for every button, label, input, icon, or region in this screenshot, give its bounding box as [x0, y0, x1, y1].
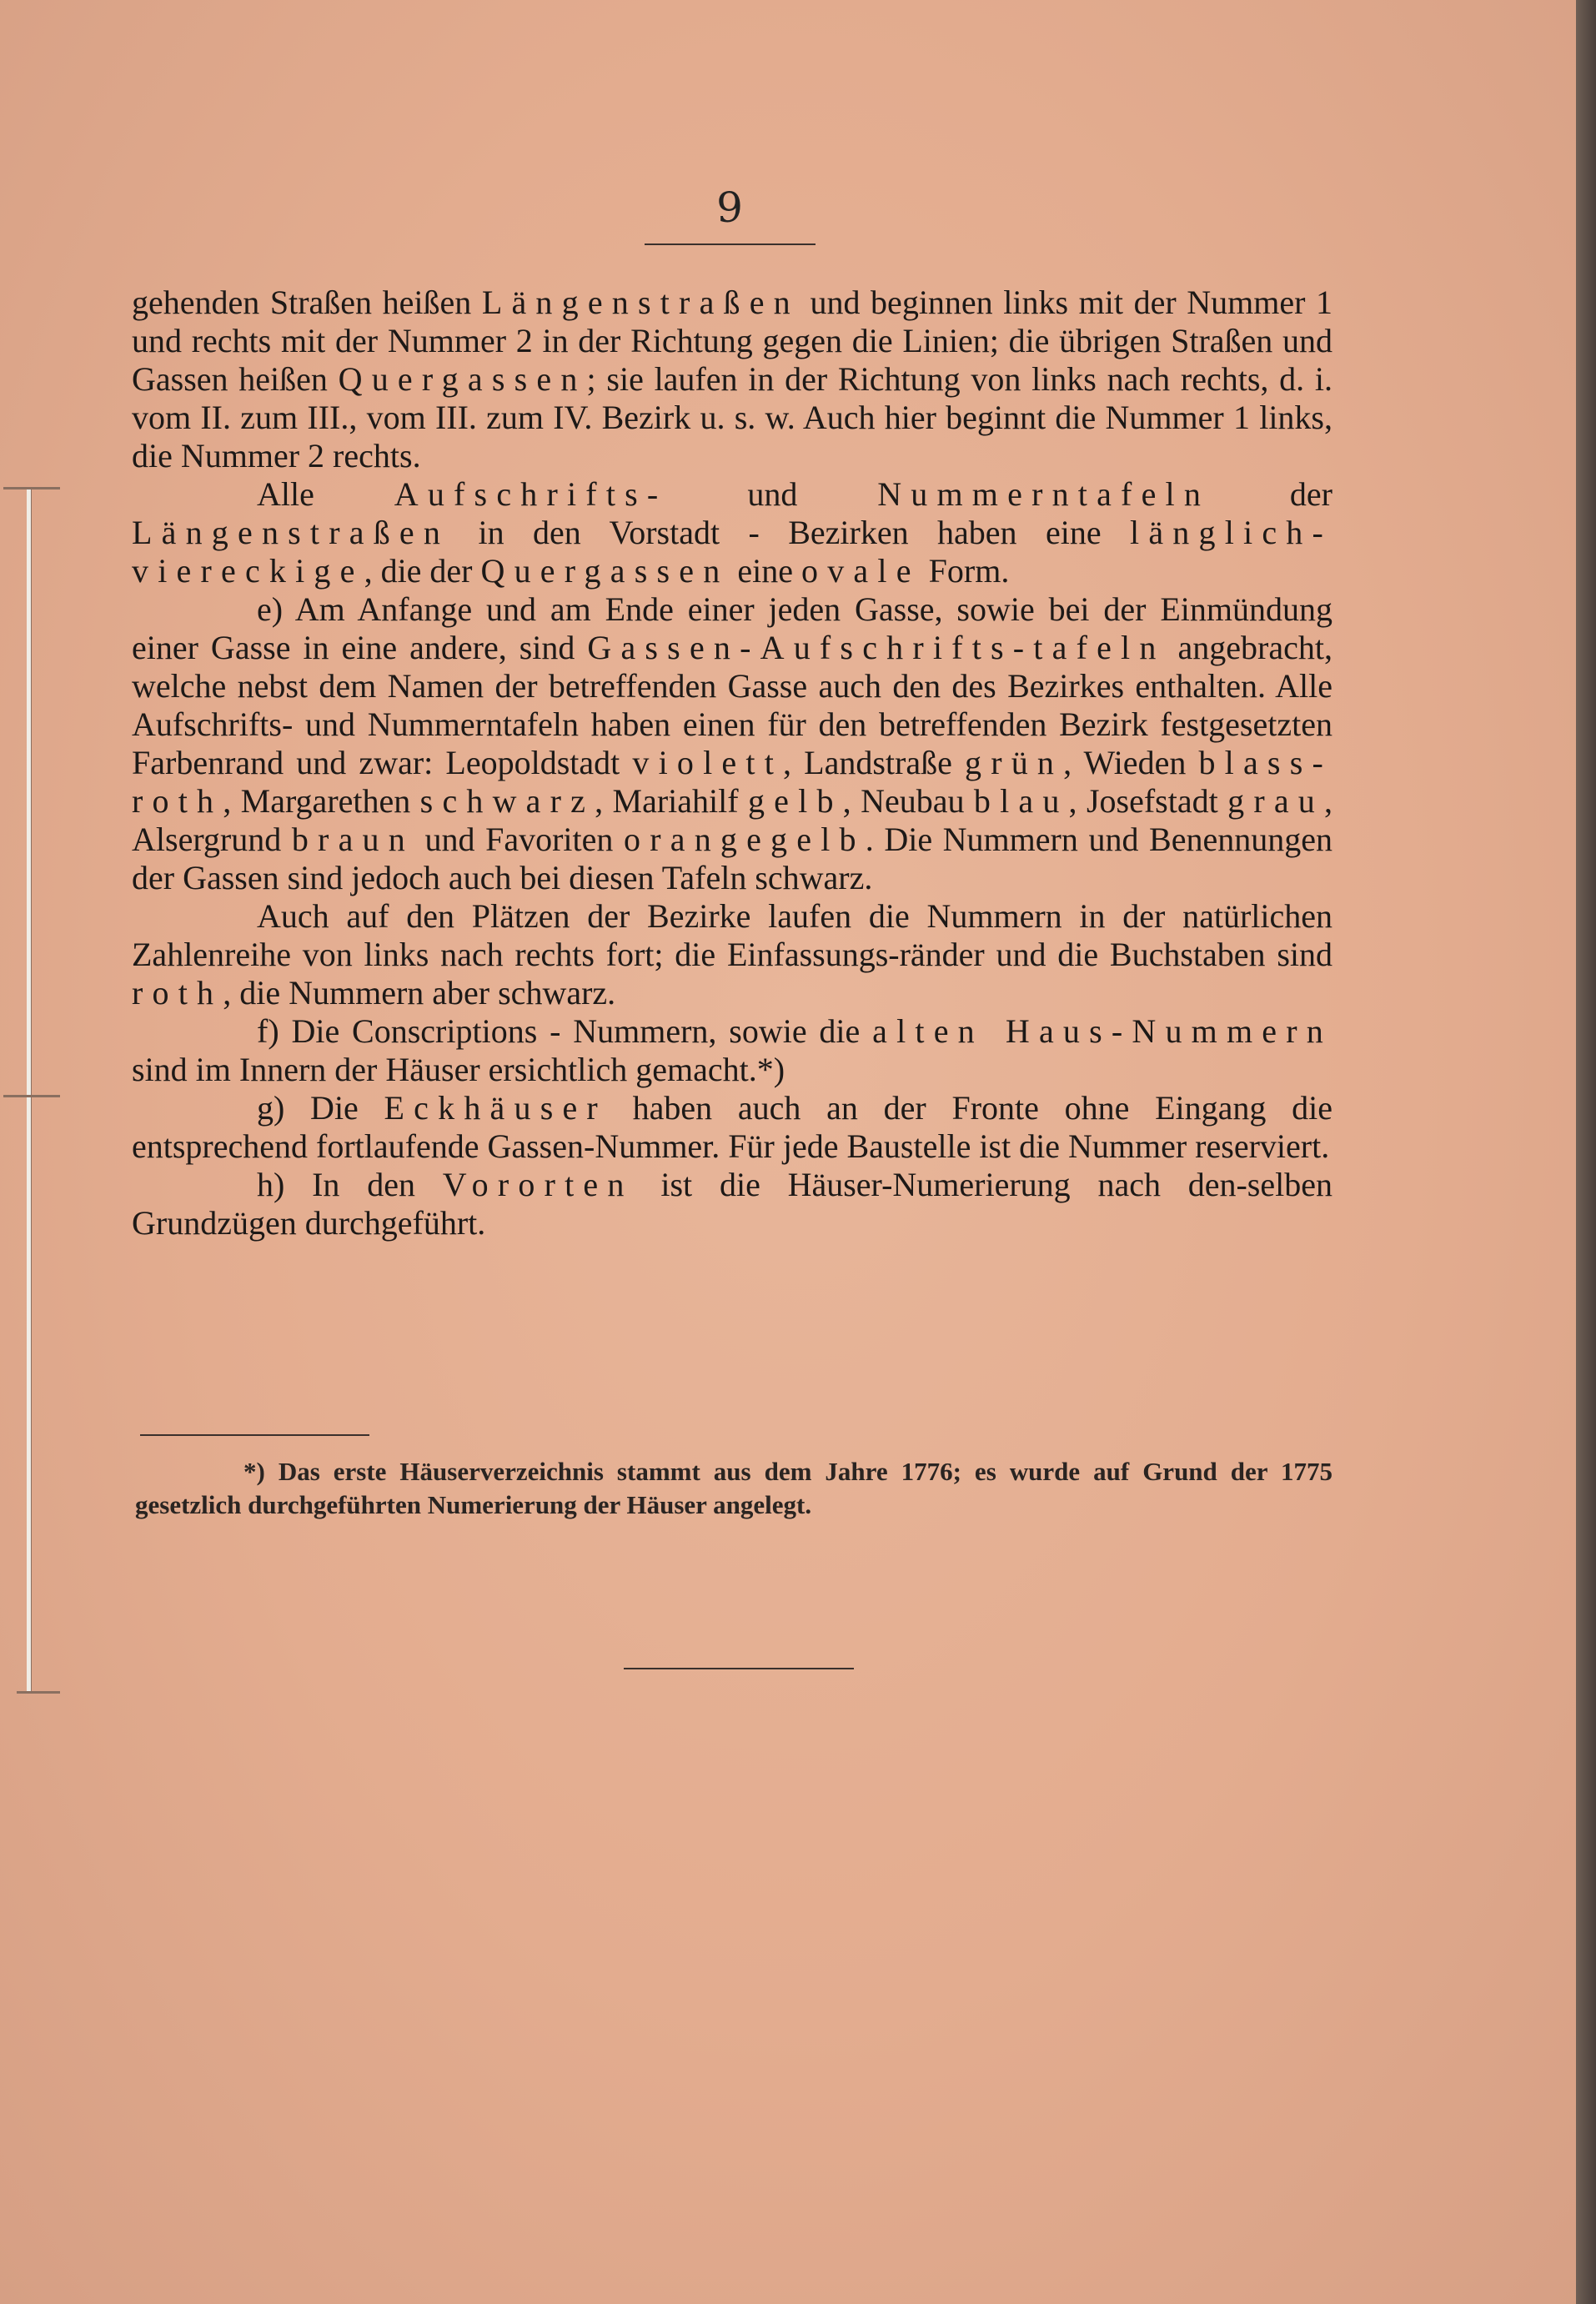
text-run: . Die Nummern und Benennungen der Gassen sind jedoch auch bei diesen Tafeln schwarz. — [132, 821, 1333, 896]
spaced-emphasis: grau — [1227, 782, 1324, 820]
end-rule — [624, 1668, 854, 1669]
text-run: sind im Innern der Häuser ersichtlich gemacht.*) — [132, 1051, 785, 1088]
footnote — [135, 1455, 1333, 1522]
paragraph — [132, 897, 1333, 1012]
body-text — [132, 284, 1333, 1242]
text-run: , Mariahilf — [595, 782, 748, 820]
spaced-emphasis: Gassen-Aufschrifts-tafeln — [587, 629, 1166, 666]
footnote-rule — [140, 1434, 369, 1436]
paragraph — [132, 284, 1333, 475]
paragraph — [132, 1089, 1333, 1166]
binding-thread — [27, 488, 31, 1693]
text-run: ist die Häuser-Numerierung nach den-selben Grundzügen durchgeführt. — [132, 1166, 1333, 1242]
spaced-emphasis: Vororten — [442, 1166, 634, 1203]
spaced-emphasis: violett — [632, 744, 784, 781]
binding-mark — [3, 1095, 60, 1097]
text-run: , Neubau — [842, 782, 974, 820]
spaced-emphasis: länglich-viereckige — [132, 514, 1333, 590]
spaced-emphasis: schwarz — [419, 782, 595, 820]
text-run: , die Nummern aber schwarz. — [223, 974, 616, 1011]
text-run: und beginnen links mit der Nummer 1 und rechts mit der Nummer 2 in der Richtung gegen die Linien; die übrigen Straßen und Gassen heißen — [132, 284, 1333, 398]
spaced-emphasis: alten Haus-Nummern — [872, 1012, 1333, 1050]
spaced-emphasis: Aufschrifts- — [394, 475, 668, 513]
text-run: , Landstraße — [783, 744, 965, 781]
paragraph — [132, 590, 1333, 897]
paragraph — [132, 1012, 1333, 1089]
text-run: , Josefstadt — [1068, 782, 1228, 820]
header-rule — [645, 243, 816, 245]
text-run: Auch auf den Plätzen der Bezirke laufen die Nummern in der natürlichen Zahlenreihe von links nach rechts fort; die Einfassungs-ränder und die Buchstaben sind — [132, 897, 1333, 973]
text-run: in den Vorstadt - Bezirken haben eine — [449, 514, 1131, 551]
text-run: , Alsergrund — [132, 782, 1333, 858]
page-number: 9 — [716, 183, 743, 232]
text-run: gehenden Straßen heißen — [132, 284, 482, 321]
text-run: f) Die Conscriptions - Nummern, sowie die — [257, 1012, 873, 1050]
text-run: , Margarethen — [223, 782, 420, 820]
text-run: Form. — [920, 552, 1010, 590]
spaced-emphasis: ovale — [801, 552, 921, 590]
text-run: angebracht, welche nebst dem Namen der betreffenden Gasse auch den des Bezirkes enthalten. Alle Aufschrifts- und Nummerntafeln haben einen für den betreffenden Bezirk festgesetzten Farbenrand und zwar: Leopoldstadt — [132, 629, 1333, 781]
text-run: und Favoriten — [414, 821, 625, 858]
spaced-emphasis: gelb — [747, 782, 843, 820]
spaced-emphasis: blass-roth — [132, 744, 1333, 820]
text-run: , Wieden — [1063, 744, 1199, 781]
binding-mark — [17, 1691, 60, 1694]
text-run: der — [1210, 475, 1333, 513]
text-run: Alle — [257, 475, 394, 513]
text-run: e) Am Anfange und am Ende einer jeden Gasse, sowie bei der Einmündung einer Gasse in eine andere, sind — [132, 590, 1333, 666]
text-run: und — [667, 475, 878, 513]
spaced-emphasis: Eckhäuser — [384, 1089, 607, 1127]
book-edge — [1576, 0, 1596, 2304]
spaced-emphasis: Quergassen — [480, 552, 730, 590]
text-run: h) In den — [257, 1166, 443, 1203]
footnote-text: *) Das erste Häuserverzeichnis stammt aus dem Jahre 1776; es wurde auf Grund der 1775 gesetzlich durchgeführten Numerierung der Häuser angelegt. — [135, 1457, 1333, 1519]
spaced-emphasis: roth — [132, 974, 223, 1011]
spaced-emphasis: orangegelb — [624, 821, 866, 858]
paragraph — [132, 475, 1333, 590]
text-run: haben auch an der Fronte ohne Eingang die entsprechend fortlaufende Gassen-Nummer. Für jede Baustelle ist die Nummer reserviert. — [132, 1089, 1333, 1165]
text-run: g) Die — [257, 1089, 384, 1127]
spaced-emphasis: Längenstraßen — [481, 284, 800, 321]
spaced-emphasis: grün — [965, 744, 1064, 781]
spaced-emphasis: Quergassen — [338, 360, 587, 398]
paragraph — [132, 1166, 1333, 1242]
spaced-emphasis: Nummerntafeln — [877, 475, 1211, 513]
spaced-emphasis: blau — [973, 782, 1069, 820]
spaced-emphasis: Längenstraßen — [132, 514, 450, 551]
text-run: eine — [729, 552, 802, 590]
binding-mark — [3, 487, 60, 489]
text-run: ; sie laufen in der Richtung von links nach rechts, d. i. vom II. zum III., vom III. zum IV. Bezirk u. s. w. Auch hier beginnt die Nummer 1 links, die Nummer 2 rechts. — [132, 360, 1333, 474]
text-run: , die der — [364, 552, 481, 590]
spaced-emphasis: braun — [291, 821, 414, 858]
